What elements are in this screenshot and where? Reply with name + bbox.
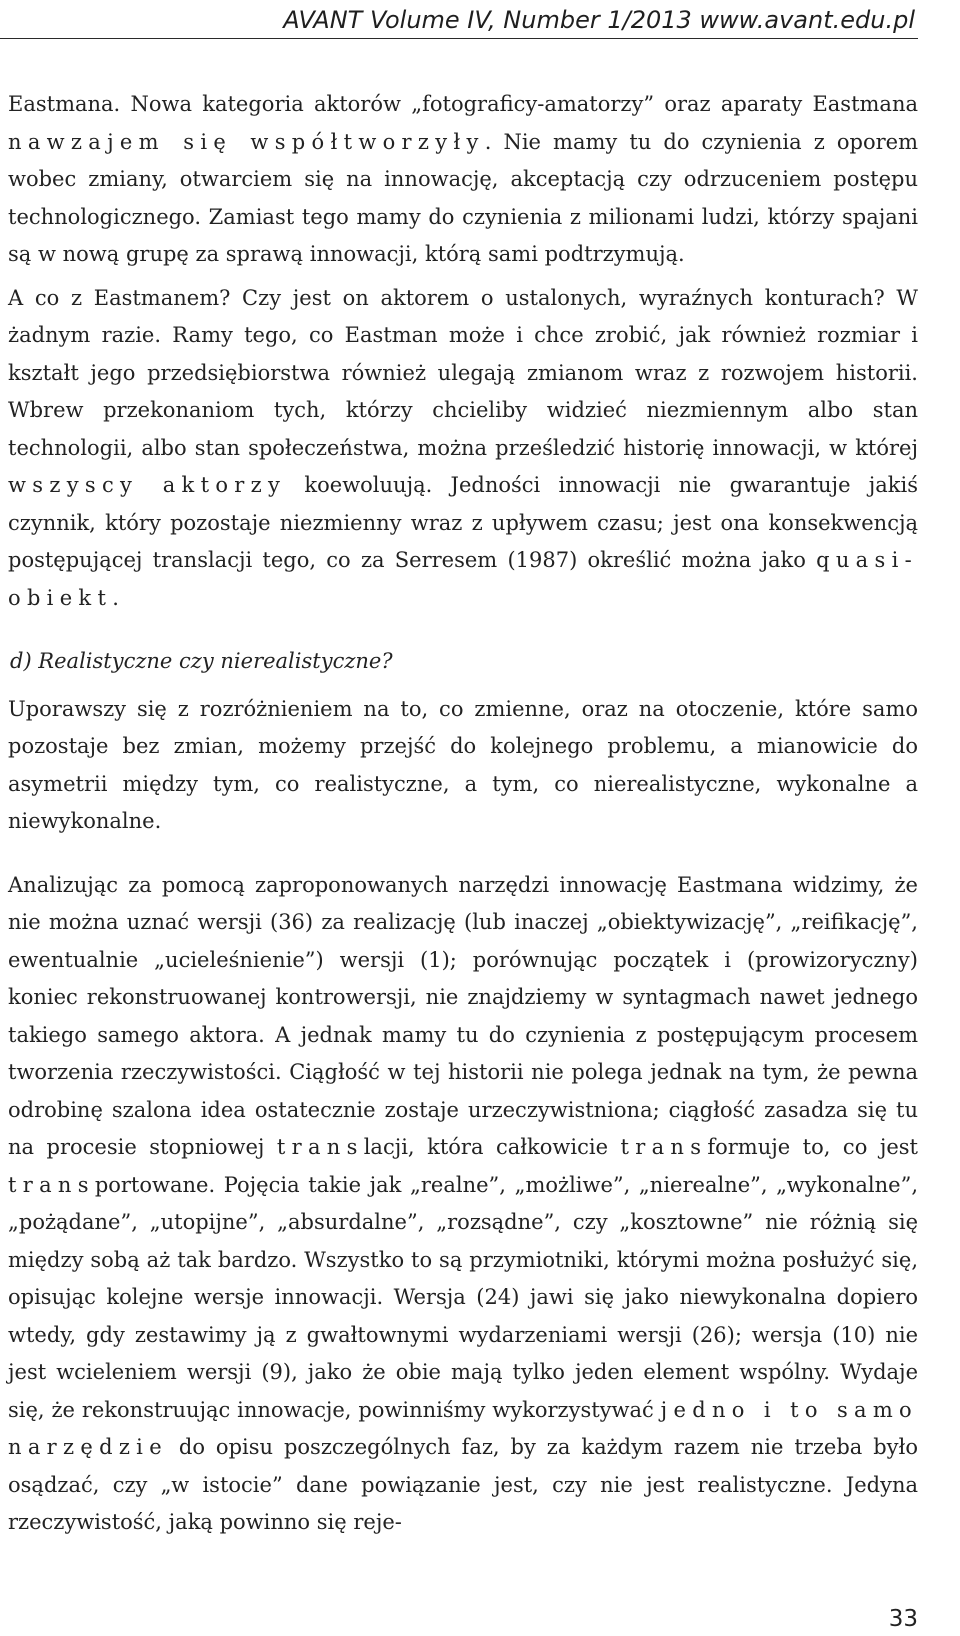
paragraph-4	[8, 867, 918, 1542]
paragraph-4-emphasis-2: trans	[620, 1135, 708, 1159]
paragraph-4-emphasis-4: jedno i to samo narzędzie	[8, 1397, 918, 1459]
paragraph-2-emphasis-2: quasi-obiekt	[8, 548, 918, 610]
paragraph-4-text-i: do opisu poszczególnych faz, by za każdym razem nie trzeba było osądzać, czy „w istocie” dane powiązanie jest, czy nie jest realistyczne. Jedyna rzeczywistość, jaką powinno się reje-	[8, 1435, 918, 1534]
paragraph-4-text-g: portowane. Pojęcia takie jak „realne”, „możliwe”, „nierealne”, „wykonalne”, „pożądane”, „utopijne”, „absurdalne”, „rozsądne”, czy „kosztowne” nie różnią się między sobą aż tak bardzo. Wszystko to są przymiotniki, którymi można posłużyć się, opisując kolejne wersje innowacji. Wersja (24) jawi się jako niewykonalna dopiero wtedy, gdy zestawimy ją z gwałtownymi wydarzeniami wersji (26); wersja (10) nie jest wcieleniem wersji (9), jako że obie mają tylko jeden element wspólny. Wydaje się, że rekonstruując innowacje, powinniśmy wykorzystywać	[8, 1172, 918, 1422]
paragraph-2-text-a: A co z Eastmanem? Czy jest on aktorem o ustalonych, wyraźnych konturach? W żadnym razie. Ramy tego, co Eastman może i chce zrobić, jak również rozmiar i kształt jego przedsiębiorstwa również ulegają zmianom wraz z rozwojem historii. Wbrew przekonaniom tych, którzy chcieliby widzieć niezmiennym albo stan technologii, albo stan społeczeństwa, można prześledzić historię innowacji, w której	[8, 285, 918, 460]
running-header: AVANT Volume IV, Number 1/2013 www.avant.edu.pl	[283, 6, 915, 34]
paragraph-2	[8, 280, 918, 618]
paragraph-3: Uporawszy się z rozróżnieniem na to, co zmienne, oraz na otoczenie, które samo pozostaje bez zmian, możemy przejść do kolejnego problemu, a mianowicie do asymetrii między tym, co realistyczne, a tym, co nierealistyczne, wykonalne a niewykonalne.	[8, 696, 918, 833]
paragraph-4-text-a: Analizując za pomocą zaproponowanych narzędzi innowację Eastmana widzimy, że nie można uznać wersji (36) za realizację (lub inaczej „obiektywizację”, „reifikację”, ewentualnie „ucieleśnienie”) wersji (1); porównując początek i (prowizoryczny) koniec rekonstruowanej kontrowersji, nie znajdziemy w syntagmach nawet jednego takiego samego aktora. A jednak mamy tu do czynienia z postępującym procesem tworzenia rzeczywistości. Ciągłość w tej historii nie polega jednak na tym, że pewna odrobinę szalona idea ostatecznie zostaje urzeczywistniona; ciągłość zasadza się tu na procesie stopniowej	[8, 872, 918, 1159]
paragraph-4-text-c: lacji, która całkowicie	[363, 1135, 621, 1159]
paragraph-1	[8, 86, 918, 274]
paragraph-2-text-e: .	[112, 585, 119, 610]
paragraph-4-emphasis-1: trans	[276, 1135, 364, 1159]
paragraph-4-emphasis-3: trans	[8, 1172, 95, 1197]
section-heading: d) Realistyczne czy nierealistyczne?	[10, 649, 393, 673]
paragraph-2-emphasis-1: wszyscy aktorzy	[8, 473, 287, 497]
paragraph-4-text-e: formuje to, co jest	[707, 1135, 918, 1159]
article-body	[8, 86, 918, 1542]
page-number: 33	[888, 1606, 918, 1632]
paragraph-2-text-c: koewoluują. Jedności innowacji nie gwarantuje jakiś czynnik, który pozostaje niezmienny wraz z upływem czasu; jest ona konsekwencją postępującej translacji tego, co za Serresem (1987) określić można jako	[8, 473, 918, 572]
paragraph-1-emphasis: nawzajem się współtworzyły	[8, 129, 485, 154]
header-rule	[0, 38, 918, 39]
paragraph-1-text-a: Eastmana. Nowa kategoria aktorów „fotograficy-amatorzy” oraz aparaty Eastmana	[8, 92, 918, 116]
paragraph-1-text-c: . Nie mamy tu do czynienia z oporem wobec zmiany, otwarciem się na innowację, akceptacją czy odrzuceniem postępu technologicznego. Zamiast tego mamy do czynienia z milionami ludzi, którzy spajani są w nową grupę za sprawą innowacji, którą sami podtrzymują.	[8, 129, 918, 266]
